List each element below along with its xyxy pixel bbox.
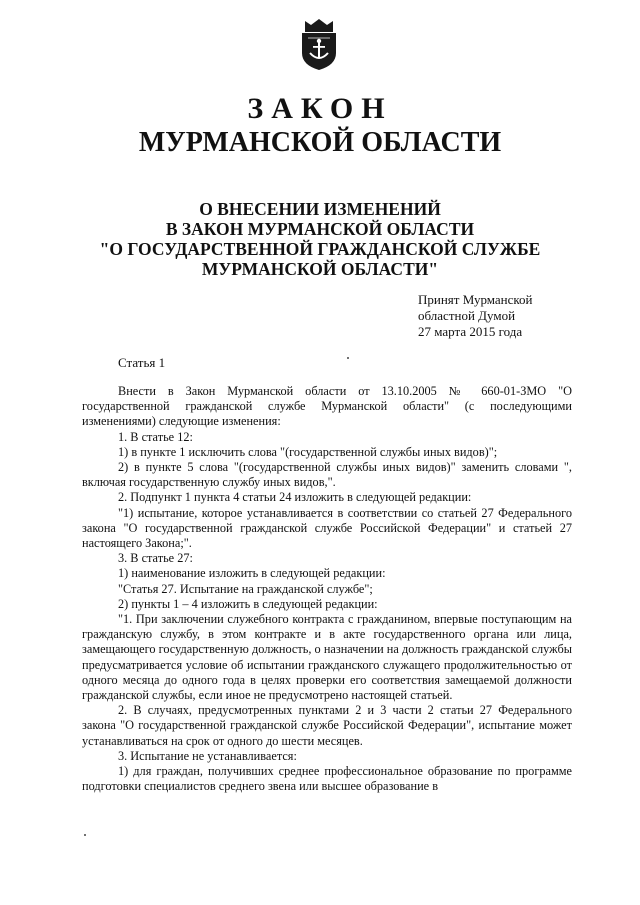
- paragraph: 2. В случаях, предусмотренных пунктами 2 и 3 части 2 статьи 27 Федерального закона "О государственной гражданской службе Российской Федерации", испытание может устанавливаться на срок от одного до шести месяцев.: [82, 703, 572, 748]
- scan-speck: [84, 834, 86, 836]
- law-subtitle: [0, 199, 640, 279]
- adoption-note: [418, 292, 533, 340]
- paragraph: "1) испытание, которое устанавливается в соответствии со статьей 27 Федерального закона "О государственной гражданской службе Российской Федерации" и статьей 27 настоящего Закона;".: [82, 505, 572, 551]
- paragraph: 1. В статье 12:: [118, 429, 193, 444]
- subtitle-line: В ЗАКОН МУРМАНСКОЙ ОБЛАСТИ: [165, 219, 475, 239]
- paragraph: 2. Подпункт 1 пункта 4 статьи 24 изложить в следующей редакции:: [118, 490, 472, 505]
- adoption-line: Принят Мурманской: [418, 292, 533, 307]
- paragraph: 1) наименование изложить в следующей редакции:: [118, 566, 386, 581]
- document-region: МУРМАНСКОЙ ОБЛАСТИ: [138, 127, 502, 158]
- coat-of-arms-icon: [297, 17, 341, 71]
- paragraph: "1. При заключении служебного контракта с гражданином, впервые поступающим на гражданскую службу, в этом контракте и в акте государственного органа или лица, замещающего государственную должность, о назначении на должность гражданской службы предусматривается условие об испытании гражданского служащего продолжительностью от одного месяца до одного года в целях проверки его соответствия замещаемой должности гражданской службы, если иное не предусмотрено настоящей статьей.: [82, 612, 572, 703]
- adoption-date: 27 марта 2015 года: [418, 324, 523, 339]
- paragraph: 3. В статье 27:: [118, 551, 193, 566]
- paragraph: 2) в пункте 5 слова "(государственной службы иных видов)" заменить словами ", включая государственную службу иных видов,".: [82, 460, 572, 490]
- subtitle-line: О ВНЕСЕНИИ ИЗМЕНЕНИЙ: [199, 199, 441, 219]
- subtitle-line: "О ГОСУДАРСТВЕННОЙ ГРАЖДАНСКОЙ СЛУЖБЕ: [99, 239, 541, 259]
- paragraph: 1) для граждан, получивших среднее профессиональное образование по программе подготовки специалистов среднего звена или высшее образование в: [82, 764, 572, 794]
- paragraph: "Статья 27. Испытание на гражданской службе";: [118, 581, 373, 596]
- paragraph: Внести в Закон Мурманской области от 13.10.2005 № 660-01-ЗМО "О государственной гражданской службе Мурманской области" (с последующими изменениями) следующие изменения:: [82, 384, 572, 429]
- scan-speck: [347, 357, 349, 359]
- paragraph: 1) в пункте 1 исключить слова "(государственной службы иных видов)";: [118, 444, 498, 459]
- article-heading: Статья 1: [118, 355, 166, 370]
- paragraph: 3. Испытание не устанавливается:: [118, 748, 297, 763]
- document-title: ЗАКОН: [247, 92, 393, 125]
- paragraph: 2) пункты 1 – 4 изложить в следующей редакции:: [118, 596, 378, 611]
- article-body: [82, 384, 572, 794]
- adoption-line: областной Думой: [418, 308, 516, 323]
- subtitle-line: МУРМАНСКОЙ ОБЛАСТИ": [201, 259, 439, 279]
